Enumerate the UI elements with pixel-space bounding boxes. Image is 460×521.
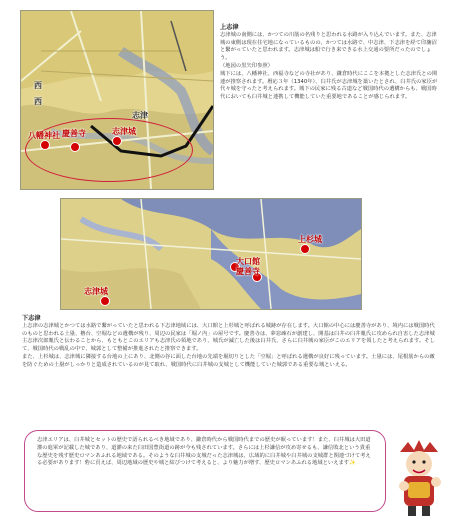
map-label-hachiman: 八幡神社 [28,131,60,140]
map-label-kamishizujo: 上杉城 [298,235,322,244]
map-label-nishi2: 西 [34,97,42,106]
shimozujo-marker [112,136,122,146]
shimo-section [22,315,440,370]
kamishizujo-marker [300,244,310,254]
highlight-ellipse [25,118,193,182]
section-title-kamishizu: 上志津 [220,24,239,31]
shimozujo-mid-marker [100,296,110,306]
map-label-shimozujo-mid: 志津城 [84,287,108,296]
keizenji-marker [70,142,80,152]
kamishizu-subnote: （地図の黒矢印参照） [220,62,273,69]
summary-callout [24,430,386,512]
section-title-shimoshizu: 下志津 [22,315,41,322]
kamishizu-paragraph-2: 城下には、八幡神社、西福寺などの寺社があり、鎌倉時代にここを本拠とした志津氏との関連が推察されます。暦応３年（1340年）、臼井氏が志津城を築いたとされ、臼井氏の家臣が代々城を守ったと考えられます。城下の民家に残る古道など戦国時代の遺構からも、戦国時代においても臼井城と連携して機能していた重要地であることが感じられます。 [220,70,438,101]
map-label-keizenji-mid: 慶善寺 [236,267,260,276]
hachiman-marker [40,140,50,150]
map-label-keizenji: 慶善寺 [62,129,86,138]
shimoshizu-paragraph-1: 上志津の志津城とかつては水路で繋がっていたと思われる下志津地域には、大口館と上杉城と呼ばれる城跡が存在します。大口館の中心には慶善寺があり、境内には戦国時代のものと思われる土塁、櫓台、空堀などの遺構が残り、周辺の民家は「堀ノ内」の屋号です。慶善寺は、夢窓疎石が創建し、開基は臼井の臼井胤氏に攻められ自害した志津城主志津次郎胤氏と伝わることから、もともとこのエリアも志津氏の領地であり、城氏が滅亡した後は臼井氏、さらに臼井城の家臣がこのエリアを領したと考えられます。そして、戦国時代の戦乱の中で、城郭として整備が推進されたと推察できます。 [22,322,435,353]
kamishizu-paragraph-1: 志津城の南側には、かつての川筋の名残りと思われる水路が入り込んでいます。また、志津城の東側は現在住宅地になっているものの、かつては水路で、中志津、下志津を経て印旛沼と繋がっていたと思われます。志津城は船で行き来できる水上交通の要所だったのでしょう。 [220,31,437,62]
right-column [220,24,440,102]
mascot-illustration [388,440,450,518]
map-label-nishi: 西 [34,81,42,90]
shimoshizu-paragraph-2: また、上杉城は、志津城に隣接する台地の上にあり、北側の谷に面した台地の先端を堀切りとした「空堀」と呼ばれる遺構が良好に残っています。土塁には、尾根筋からの敵を防ぐための土塁がしっかりと造成されているのが見て取れ、戦国時代に臼井城の支城として機能していた城郭である重要な城といえる。 [22,353,435,368]
summary-text: 志津エリアは、臼井城とセットの歴史で語られるべき地域であり、鎌倉時代から戦国時代までの歴史が眠っています！また、臼井城は大田道灌の進軍が記載した城であり、道灌の来た臼田国豊街道の跡が今も残されています。さらには上杉謙信が攻め寄せるも、謙信敗北という貴重な歴史を残す歴史ロマンあふれる地域である。そのような臼井城の支城だった志津城は、広域的に臼井城や臼井城の支城群と関連づけて考える必要があります！砦に貢えば、周辺地域の歴史や城と結びつけて考えると、より魅力が増す、歴史ロマンあふれる地域といえます✨ [37,437,371,467]
map-label-shizu: 志津 [132,111,148,120]
map-label-shimozujo: 志津城 [112,127,136,136]
map-label-daiguchi: 大口館 [236,257,260,266]
